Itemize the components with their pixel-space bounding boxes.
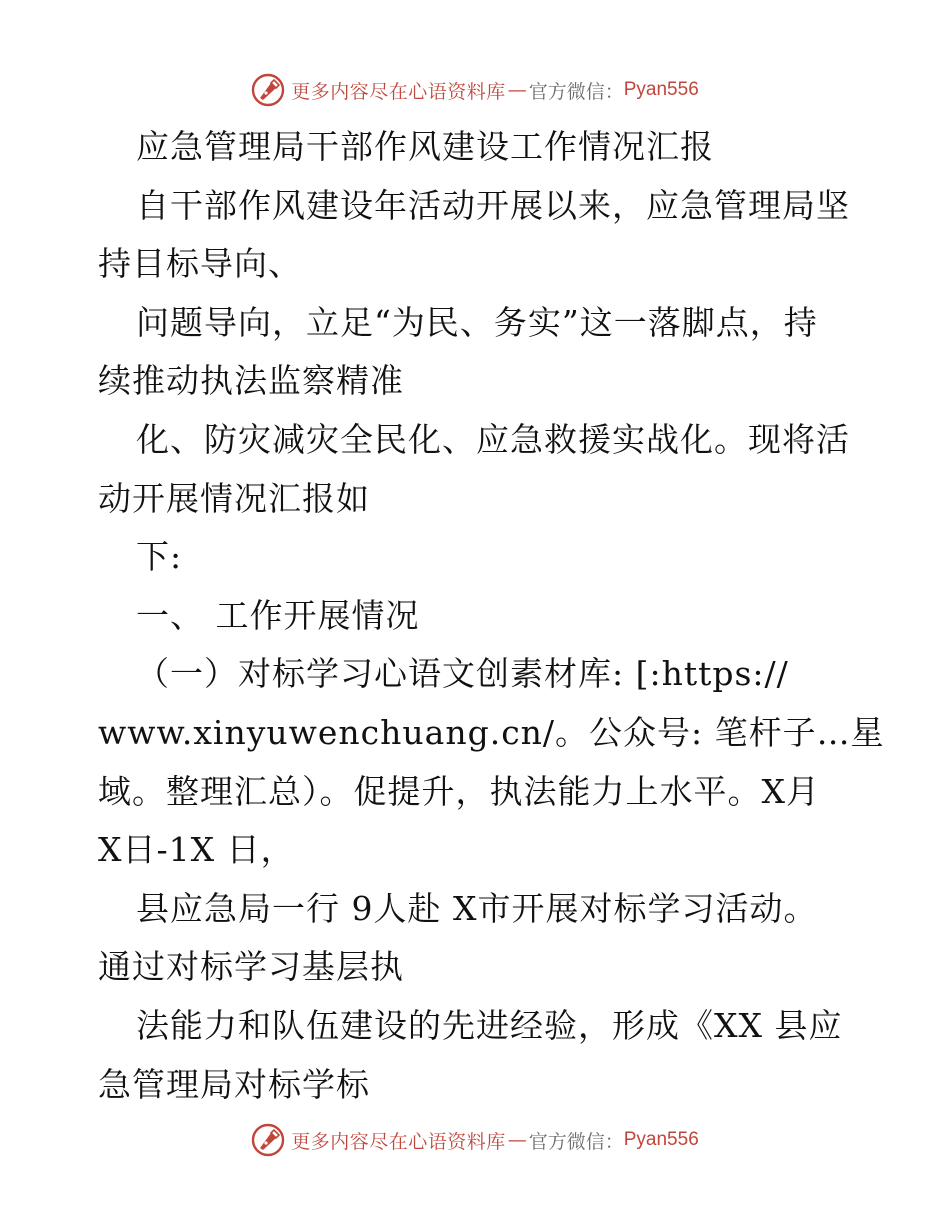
banner-brand-text: 更多内容尽在心语资料库 <box>291 80 506 103</box>
paragraph-line: 急管理局对标学标 <box>98 1064 370 1104</box>
pen-nib-logo-icon <box>251 1123 285 1157</box>
paragraph-line: 县应急局一行 9人赴 X市开展对标学习活动。 <box>136 888 818 928</box>
paragraph-line: 自干部作风建设年活动开展以来，应急管理局坚 <box>136 185 850 225</box>
banner-dash: — <box>507 1129 527 1151</box>
header-banner <box>0 70 950 110</box>
document-title: 应急管理局干部作风建设工作情况汇报 <box>136 127 714 166</box>
banner-official-label: 官方微信： <box>528 80 624 103</box>
pen-nib-logo-icon <box>251 73 285 107</box>
banner-wechat-id: Pyan556 <box>623 1129 699 1150</box>
banner-dash: — <box>507 79 527 101</box>
paragraph-line: www.xinyuwenchuang.cn/。公众号: 笔杆子…星 <box>98 712 885 752</box>
paragraph-line: 化、防灾减灾全民化、应急救援实战化。现将活 <box>136 419 850 459</box>
paragraph-line: 下: <box>136 537 183 577</box>
banner-wechat-id: Pyan556 <box>623 79 699 100</box>
banner-brand-text: 更多内容尽在心语资料库 <box>291 1130 506 1153</box>
footer-banner <box>0 1120 950 1160</box>
paragraph-line: 法能力和队伍建设的先进经验，形成《XX 县应 <box>136 1005 843 1045</box>
paragraph-line: 通过对标学习基层执 <box>98 947 404 987</box>
section-heading: 一、 工作开展情况 <box>136 595 420 635</box>
document-body <box>98 118 885 1114</box>
paragraph-line: 问题导向，立足“为民、务实”这一落脚点，持 <box>136 302 818 342</box>
banner-official-label: 官方微信： <box>528 1130 624 1153</box>
paragraph-line: 持目标导向、 <box>98 244 302 284</box>
subsection-heading: （一）对标学习心语文创素材库: [:https:// <box>136 654 789 694</box>
paragraph-line: X日-1X 日， <box>98 830 295 870</box>
paragraph-line: 动开展情况汇报如 <box>98 478 370 518</box>
paragraph-line: 域。整理汇总）。促提升，执法能力上水平。X月 <box>98 771 820 811</box>
paragraph-line: 续推动执法监察精准 <box>98 361 404 401</box>
